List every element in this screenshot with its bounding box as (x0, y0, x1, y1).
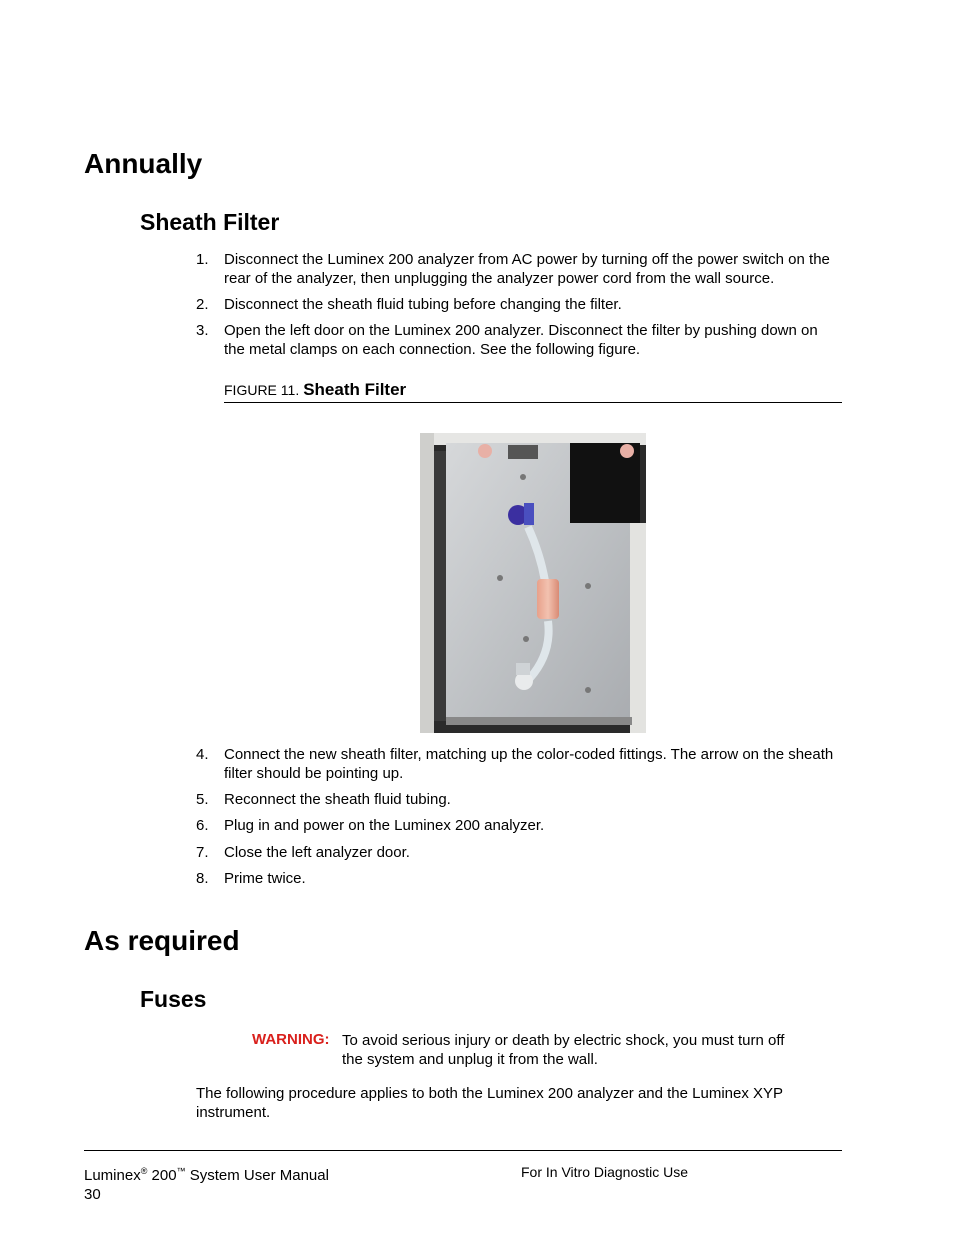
footer-ivd-notice: For In Vitro Diagnostic Use (521, 1164, 689, 1180)
list-item (196, 790, 836, 809)
step-text: Open the left door on the Luminex 200 analyzer. Disconnect the filter by pushing down on the metal clamps on each connection. See the following figure. (224, 322, 818, 358)
list-item (196, 321, 836, 359)
step-text: Prime twice. (224, 870, 306, 887)
trademark-mark: ™ (176, 1166, 186, 1176)
step-number: 7. (196, 844, 209, 861)
body-paragraph: The following procedure applies to both the Luminex 200 analyzer and the Luminex XYP instrument. (196, 1085, 783, 1121)
warning-text: To avoid serious injury or death by electric shock, you must turn off the system and unplug it from the wall. (342, 1032, 785, 1068)
heading-fuses: Fuses (140, 986, 207, 1012)
list-item (196, 745, 836, 783)
figure-caption (224, 380, 842, 403)
list-item (196, 295, 836, 314)
sheath-filter-photo (420, 433, 646, 733)
heading-sheath-filter: Sheath Filter (140, 209, 280, 235)
footer-divider (84, 1150, 842, 1151)
figure-title: Sheath Filter (303, 380, 407, 399)
list-item (196, 250, 836, 288)
list-item (196, 869, 836, 888)
warning-label: WARNING: (252, 1031, 330, 1048)
step-number: 2. (196, 296, 209, 313)
step-text: Disconnect the Luminex 200 analyzer from AC power by turning off the power switch on the rear of the analyzer, then unplugging the analyzer power cord from the wall source. (224, 251, 830, 287)
footer-manual: System User Manual (185, 1167, 329, 1184)
page-number: 30 (84, 1186, 101, 1203)
step-text: Connect the new sheath filter, matching up the color-coded fittings. The arrow on the sheath filter should be pointing up. (224, 746, 834, 782)
step-text: Disconnect the sheath fluid tubing before changing the filter. (224, 296, 622, 313)
step-text: Plug in and power on the Luminex 200 analyzer. (224, 817, 545, 834)
step-number: 4. (196, 746, 209, 763)
step-number: 3. (196, 322, 209, 339)
figure-label: FIGURE 11. (224, 382, 300, 398)
list-item (196, 816, 836, 835)
step-number: 6. (196, 817, 209, 834)
heading-as-required: As required (84, 925, 240, 956)
footer-title (84, 1162, 329, 1204)
step-number: 5. (196, 791, 209, 808)
step-number: 8. (196, 870, 209, 887)
list-item (196, 843, 836, 862)
heading-annually: Annually (84, 148, 203, 179)
footer-brand: Luminex (84, 1167, 141, 1184)
footer-model: 200 (147, 1167, 177, 1184)
step-number: 1. (196, 251, 209, 268)
step-text: Close the left analyzer door. (224, 844, 410, 861)
step-text: Reconnect the sheath fluid tubing. (224, 791, 451, 808)
registered-mark: ® (140, 1166, 148, 1176)
